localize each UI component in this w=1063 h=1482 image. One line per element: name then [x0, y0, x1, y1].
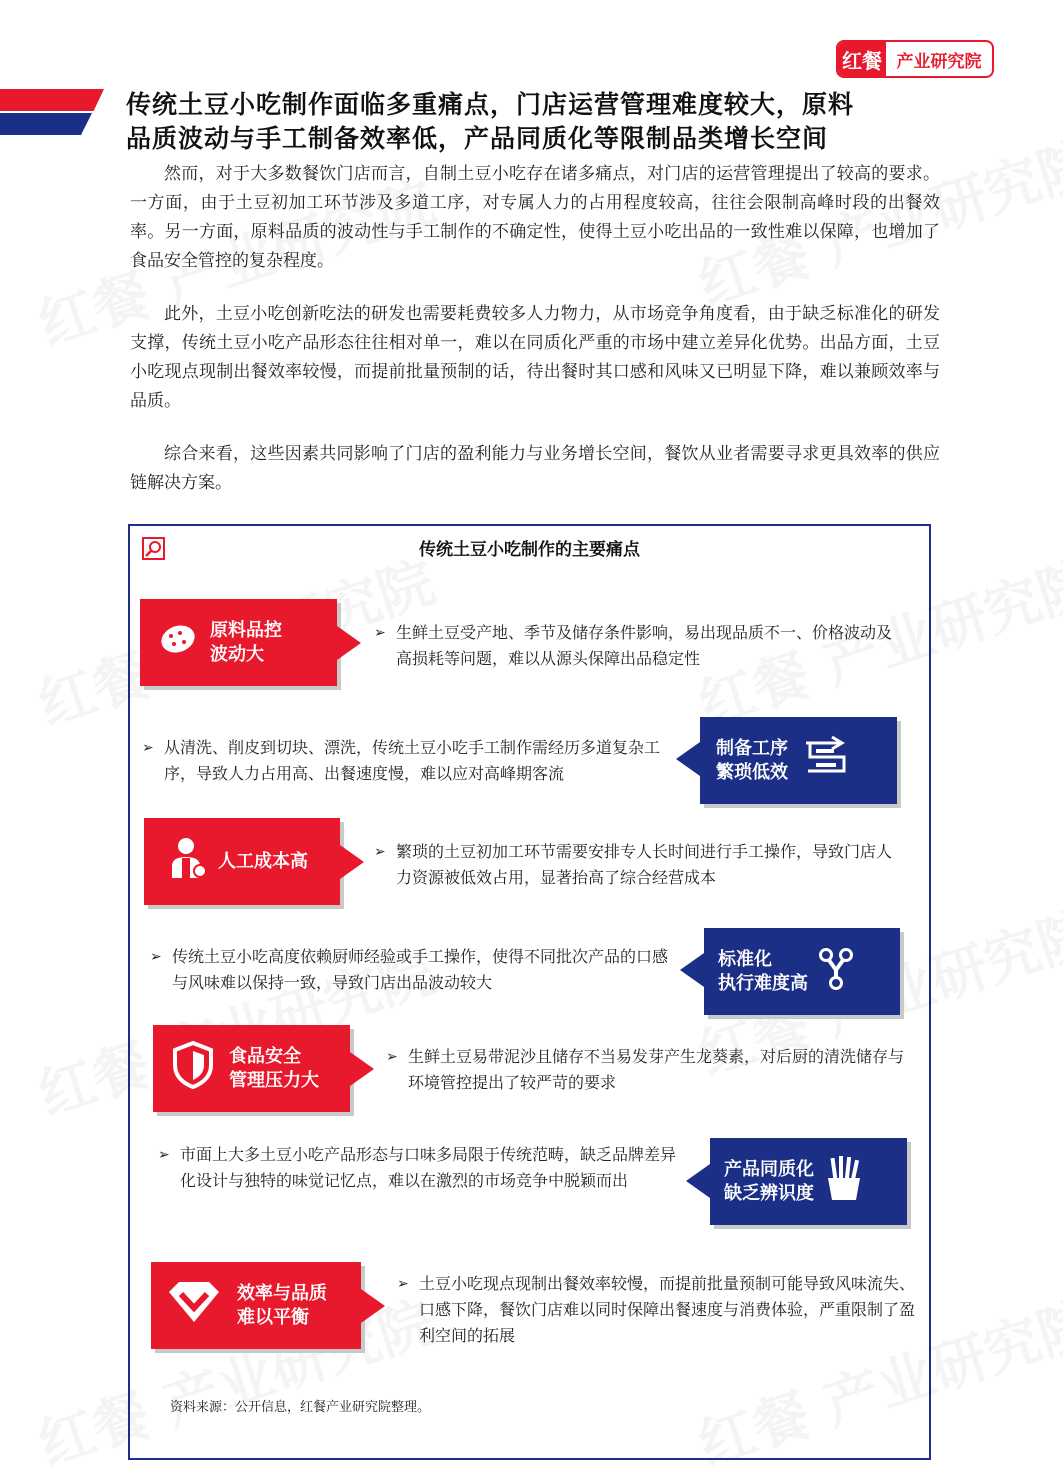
logo-text: 产业研究院	[896, 51, 982, 72]
pain-point-description: ➢ 生鲜土豆易带泥沙且储存不当易发芽产生龙葵素，对后厨的清洗储存与环境管控提出了较严苛的要求	[408, 1044, 918, 1096]
pain-point-description: ➢ 从清洗、削皮到切块、漂洗，传统土豆小吃手工制作需经历多道复杂工序，导致人力占用高、出餐速度慢，难以应对高峰期客流	[164, 735, 674, 787]
arrow-right-icon	[350, 1052, 374, 1086]
body-paragraph-2: 此外，土豆小吃创新吃法的研发也需要耗费较多人力物力，从市场竞争角度看，由于缺乏标准化的研发支撑，传统土豆小吃产品形态往往相对单一，难以在同质化严重的市场中建立差异化优势。出品方面，土豆小吃现点现制出餐效率较慢，而提前批量预制的话，待出餐时其口感和风味又已明显下降，难以兼顾效率与品质。	[130, 304, 940, 411]
source-note: 资料来源：公开信息，红餐产业研究院整理。	[170, 1400, 431, 1415]
pain-point-label: 原料品控	[210, 619, 282, 641]
pain-point-description: ➢ 繁琐的土豆初加工环节需要安排专人长时间进行手工操作，导致门店人力资源被低效占用，显著抬高了综合经营成本	[396, 839, 906, 891]
arrow-right-icon	[337, 626, 361, 660]
logo-mark: 红餐	[838, 42, 886, 76]
pain-point-box-efficiency-quality	[151, 1262, 361, 1349]
pain-point-box-food-safety	[153, 1025, 350, 1112]
body-paragraph-3: 综合来看，这些因素共同影响了门店的盈利能力与业务增长空间，餐饮从业者需要寻求更具效率的供应链解决方案。	[130, 444, 940, 493]
pain-point-description: ➢ 市面上大多土豆小吃产品形态与口味多局限于传统范畴，缺乏品牌差异化设计与独特的味觉记忆点，难以在激烈的市场竞争中脱颖而出	[180, 1142, 686, 1194]
pain-point-label: 执行难度高	[718, 972, 808, 994]
pain-point-label: 难以平衡	[237, 1306, 309, 1328]
pain-point-label: 效率与品质	[237, 1282, 327, 1304]
arrow-left-icon	[686, 1164, 710, 1198]
bullet-icon: ➢	[386, 1049, 398, 1065]
title-stripe-red	[0, 89, 104, 111]
pain-point-box-process	[700, 717, 897, 804]
arrow-left-icon	[676, 742, 700, 776]
pain-point-box-labor-cost	[144, 818, 340, 905]
pain-point-label: 食品安全	[229, 1045, 301, 1067]
arrow-right-icon	[340, 845, 364, 879]
pain-point-label: 制备工序	[716, 737, 788, 759]
shield-icon	[171, 1041, 215, 1096]
pain-point-description: ➢ 传统土豆小吃高度依赖厨师经验或手工操作，使得不同批次产品的口感与风味难以保持一致，导致门店出品波动较大	[172, 944, 682, 996]
process-flow-icon	[802, 735, 852, 786]
bullet-icon: ➢	[374, 844, 386, 860]
pain-point-label: 人工成本高	[218, 850, 308, 872]
bullet-icon: ➢	[158, 1147, 170, 1163]
bullet-icon: ➢	[397, 1276, 409, 1292]
panel-title: 传统土豆小吃制作的主要痛点	[419, 540, 640, 560]
pain-point-box-standardization	[704, 928, 900, 1015]
pain-point-label: 标准化	[718, 948, 772, 970]
network-nodes-icon	[816, 946, 856, 997]
arrow-left-icon	[680, 953, 704, 987]
page-title-line-1: 传统土豆小吃制作面临多重痛点，门店运营管理难度较大，原料	[126, 90, 855, 119]
pain-point-description: ➢ 土豆小吃现点现制出餐效率较慢，而提前批量预制可能导致风味流失、口感下降，餐饮门店难以同时保障出餐速度与消费体验，严重限制了盈利空间的拓展	[419, 1271, 923, 1349]
title-stripe-blue	[0, 113, 92, 135]
pain-point-description: ➢ 生鲜土豆受产地、季节及储存条件影响，易出现品质不一、价格波动及高损耗等问题，难以从源头保障出品稳定性	[396, 620, 906, 672]
pain-point-label: 管理压力大	[229, 1069, 319, 1091]
bullet-icon: ➢	[142, 740, 154, 756]
fries-icon	[824, 1154, 864, 1209]
page-title	[126, 88, 1006, 156]
brand-logo	[836, 40, 994, 78]
pain-point-label: 缺乏辨识度	[724, 1182, 814, 1204]
pain-point-label: 波动大	[210, 643, 264, 665]
arrow-right-icon	[361, 1289, 385, 1323]
bullet-icon: ➢	[374, 625, 386, 641]
pain-point-box-homogenization	[710, 1138, 907, 1225]
pain-point-label: 繁琐低效	[716, 761, 788, 783]
diamond-check-icon	[165, 1278, 223, 1333]
page-title-line-2: 品质波动与手工制备效率低，产品同质化等限制品类增长空间	[126, 124, 829, 153]
pain-point-box-raw-material	[140, 599, 337, 686]
bullet-icon: ➢	[150, 949, 162, 965]
pain-point-label: 产品同质化	[724, 1158, 814, 1180]
potato-icon	[158, 619, 198, 666]
body-paragraph-1: 然而，对于大多数餐饮门店而言，自制土豆小吃存在诸多痛点，对门店的运营管理提出了较高的要求。一方面，由于土豆初加工环节涉及多道工序，对专属人力的占用程度较高，往往会限制高峰时段的出餐效率。另一方面，原料品质的波动性与手工制作的不确定性，使得土豆小吃出品的一致性难以保障，也增加了食品安全管控的复杂程度。	[130, 164, 940, 271]
worker-icon	[168, 836, 208, 887]
